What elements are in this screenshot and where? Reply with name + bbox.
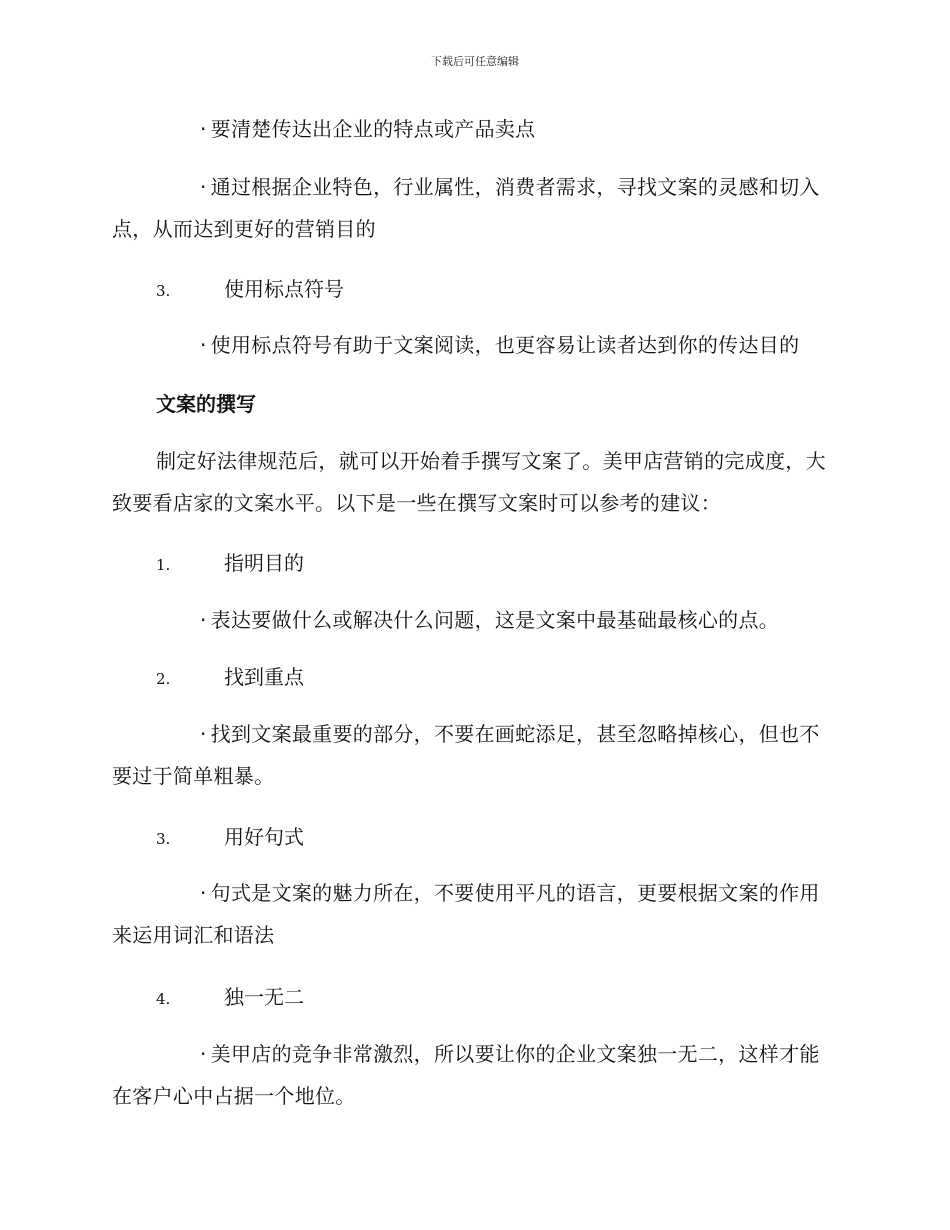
bullet-dot: · [200,1042,207,1066]
bullet-text: 找到文案最重要的部分，不要在画蛇添足，甚至忽略掉核心，但也不要过于简单粗暴。 [112,722,820,788]
bullet-dot: · [200,722,207,746]
numbered-item [156,822,304,854]
item-number: 4. [156,990,171,1008]
item-label: 找到重点 [224,665,304,689]
numbered-item [156,274,344,306]
bullet-dot: · [200,608,207,632]
body-paragraph: 制定好法律规范后，就可以开始着手撰写文案了。美甲店营销的完成度，大致要看店家的文案水平。以下是一些在撰写文案时可以参考的建议： [112,449,826,515]
bullet-paragraph [112,166,828,250]
bullet-dot: · [200,333,207,357]
bullet-paragraph [112,872,828,956]
page-header: 下载后可任意编辑 [431,55,519,68]
bullet-text: 句式是文案的魅力所在，不要使用平凡的语言，更要根据文案的作用来运用词汇和语法 [112,881,820,947]
bullet-paragraph [112,108,828,150]
item-number: 2. [156,670,171,688]
numbered-item [156,982,304,1014]
item-label: 用好句式 [224,825,304,849]
bullet-paragraph [112,1033,828,1117]
bullet-paragraph [112,599,828,641]
item-label: 使用标点符号 [224,277,344,301]
bullet-dot: · [200,117,207,141]
bullet-dot: · [200,881,207,905]
bullet-text: 美甲店的竞争非常激烈，所以要让你的企业文案独一无二，这样才能在客户心中占据一个地位。 [112,1042,820,1108]
bullet-paragraph [112,713,828,797]
item-label: 指明目的 [224,551,304,575]
item-label: 独一无二 [224,985,304,1009]
bullet-text: 表达要做什么或解决什么问题，这是文案中最基础最核心的点。 [210,608,780,632]
bullet-text: 通过根据企业特色，行业属性，消费者需求，寻找文案的灵感和切入点，从而达到更好的营销目的 [112,175,820,241]
item-number: 3. [156,830,171,848]
item-number: 1. [156,556,171,574]
section-heading: 文案的撰写 [156,392,256,416]
bullet-dot: · [200,175,207,199]
item-number: 3. [156,282,171,300]
bullet-text: 要清楚传达出企业的特点或产品卖点 [210,117,536,141]
numbered-item [156,662,304,694]
bullet-text: 使用标点符号有助于文案阅读，也更容易让读者达到你的传达目的 [210,333,800,357]
bullet-paragraph [112,324,828,366]
numbered-item [156,548,304,580]
